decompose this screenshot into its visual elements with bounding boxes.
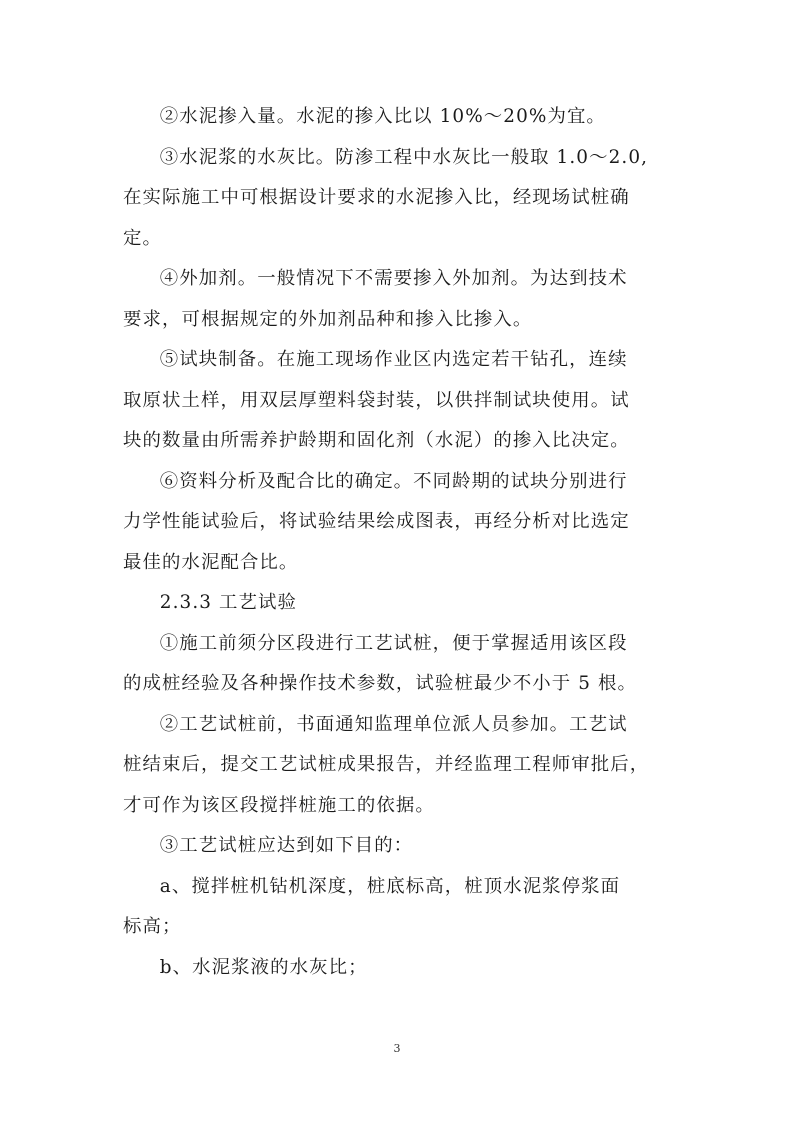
text-line: ②工艺试桩前，书面通知监理单位派人员参加。工艺试 [159, 713, 628, 735]
text-line: ③工艺试桩应达到如下目的： [159, 835, 414, 856]
text-line: 要求，可根据规定的外加剂品种和掺入比掺入。 [123, 308, 533, 330]
text-line: 块的数量由所需养护龄期和固化剂（水泥）的掺入比决定。 [123, 430, 630, 451]
text-line: 取原状土样，用双层厚塑料袋封装，以供拌制试块使用。试 [123, 389, 630, 411]
paragraph-water-cement-ratio [123, 138, 675, 260]
text-line: ⑤试块制备。在施工现场作业区内选定若干钻孔，连续 [159, 349, 628, 370]
text-line: ②水泥掺入量。水泥的掺入比以 10%～20%为宜。 [159, 106, 606, 127]
text-line: ⑥资料分析及配合比的确定。不同龄期的试块分别进行 [159, 470, 628, 492]
text-line: 桩结束后，提交工艺试桩成果报告，并经监理工程师审批后， [123, 754, 650, 775]
text-line: 定。 [123, 227, 162, 249]
paragraph-goal-a [123, 867, 675, 948]
paragraph-admixture [123, 259, 675, 340]
page-number: 3 [393, 1042, 401, 1055]
section-heading: 2.3.3 工艺试验 [159, 592, 297, 613]
text-line: 最佳的水泥配合比。 [123, 551, 299, 573]
text-line: a、搅拌桩机钻机深度，桩底标高，桩顶水泥浆停浆面 [159, 875, 621, 897]
text-line: 的成桩经验及各种操作技术参数，试验桩最少不小于 5 根。 [123, 673, 637, 694]
text-line: 力学性能试验后，将试验结果绘成图表，再经分析对比选定 [123, 511, 630, 532]
text-line: ①施工前须分区段进行工艺试桩，便于掌握适用该区段 [159, 632, 628, 654]
paragraph-notify-supervisor [123, 705, 675, 827]
text-line: ④外加剂。一般情况下不需要掺入外加剂。为达到技术 [159, 268, 628, 289]
text-line: 才可作为该区段搅拌桩施工的依据。 [123, 794, 435, 816]
paragraph-trial-goals [123, 826, 675, 867]
text-line: ③水泥浆的水灰比。防渗工程中水灰比一般取 1.0～2.0, [159, 146, 649, 168]
text-line: 在实际施工中可根据设计要求的水泥掺入比，经现场试桩确 [123, 187, 630, 208]
text-line: b、水泥浆液的水灰比； [159, 956, 368, 978]
document-body [123, 97, 675, 988]
paragraph-trial-piles [123, 624, 675, 705]
text-line: 标高； [123, 916, 182, 937]
paragraph-cement-dosage [123, 97, 675, 138]
paragraph-specimen-prep [123, 340, 675, 462]
paragraph-data-analysis [123, 462, 675, 584]
paragraph-goal-b [123, 948, 675, 989]
